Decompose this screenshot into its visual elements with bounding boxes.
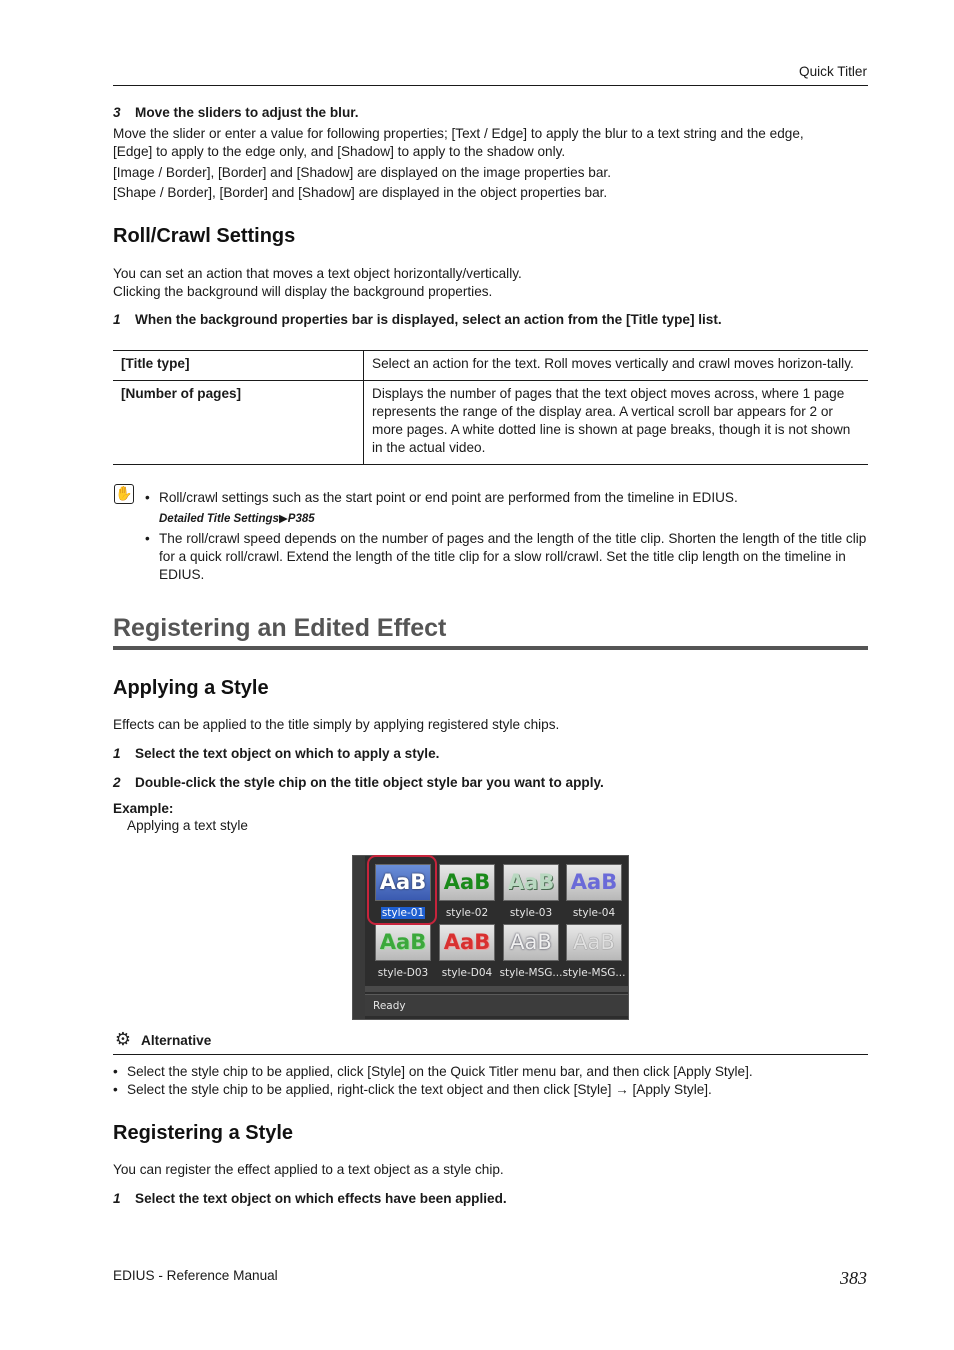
table-row <box>113 351 868 381</box>
example-text: Applying a text style <box>127 818 248 833</box>
style-chip[interactable] <box>562 924 626 986</box>
style-chip-thumbnail: AaB <box>375 864 431 901</box>
reference-page: P385 <box>287 513 315 525</box>
step-text: Select the text object on which effects have been applied. <box>135 1191 507 1206</box>
roll-intro-line: You can set an action that moves a text object horizontally/vertically. <box>113 266 522 281</box>
applying-style-intro: Effects can be applied to the title simply by applying registered style chips. <box>113 717 560 732</box>
roll-notes <box>145 489 869 584</box>
table-value: Displays the number of pages that the text object moves across, where 1 page represents the range of the display area. A vertical scroll bar appears for 2 or more pages. A white dotted line is shown at page breaks, though it is not shown in the actual video. <box>364 381 869 465</box>
registering-style-heading: Registering a Style <box>113 1122 294 1144</box>
roll-crawl-heading: Roll/Crawl Settings <box>113 225 296 247</box>
list-item <box>113 1063 873 1081</box>
step-text: Select the text object on which to apply a style. <box>135 746 440 761</box>
section-title: Registering an Edited Effect <box>113 614 447 642</box>
roll-properties-table <box>113 350 868 465</box>
step-text: Double-click the style chip on the title object style bar you want to apply. <box>135 775 604 790</box>
status-bar: Ready <box>365 994 629 1016</box>
style-chip-label: style-MSG... <box>499 967 563 979</box>
selection-highlight <box>367 855 437 925</box>
table-key: [Title type] <box>113 351 364 381</box>
note-bullet <box>145 530 869 584</box>
style-chip-label: style-D04 <box>441 967 493 979</box>
style-chip[interactable] <box>499 924 563 986</box>
style-chip-thumbnail: AaB <box>503 924 559 961</box>
style-chip[interactable] <box>439 864 495 926</box>
step-number: 2 <box>113 775 121 790</box>
style-chip[interactable] <box>503 864 559 926</box>
step-text: When the background properties bar is displayed, select an action from the [Title type] list. <box>135 312 722 327</box>
table-row <box>113 381 868 465</box>
registering-style-intro: You can register the effect applied to a text object as a style chip. <box>113 1162 504 1177</box>
header-rule <box>113 85 868 86</box>
style-chip-label: style-03 <box>509 907 553 919</box>
style-chip-thumbnail: AaB <box>566 924 622 961</box>
step-text: Move the sliders to adjust the blur. <box>135 105 359 120</box>
list-item-text: Select the style chip to be applied, click [Style] on the Quick Titler menu bar, and then click [Apply Style]. <box>127 1064 753 1079</box>
alternative-label: Alternative <box>141 1033 212 1048</box>
running-header: Quick Titler <box>799 64 867 79</box>
style-chip-thumbnail: AaB <box>566 864 622 901</box>
style-chip-label: style-D03 <box>377 967 429 979</box>
table-value: Select an action for the text. Roll moves vertically and crawl moves horizon-tally. <box>364 351 869 381</box>
footer-manual-title: EDIUS - Reference Manual <box>113 1268 278 1283</box>
step-number: 3 <box>113 105 121 120</box>
style-chip-label: style-MSG... <box>562 967 626 979</box>
gear-icon: ⚙ <box>114 1029 132 1049</box>
apply-step-1 <box>113 745 439 763</box>
style-chip[interactable] <box>375 924 431 986</box>
step-number: 1 <box>113 312 121 327</box>
arrow-right-icon: ▶ <box>278 513 288 525</box>
style-chip-label: style-02 <box>445 907 489 919</box>
roll-intro <box>113 265 522 301</box>
style-bar-side <box>353 856 365 1020</box>
blur-step <box>113 104 359 122</box>
style-chip[interactable] <box>566 864 622 926</box>
note-reference[interactable] <box>145 509 869 528</box>
alternative-list <box>113 1063 873 1099</box>
register-step-1 <box>113 1190 507 1208</box>
list-item-text: Select the style chip to be applied, right-click the text object and then click [Style] → [Apply Style]. <box>127 1082 712 1097</box>
note-text: The roll/crawl speed depends on the number of pages and the length of the title clip. Shorten the length of the title clip for a quick roll/crawl. Extend the length of the title clip for a slow roll/crawl. Set the title clip length on the timeline in EDIUS. <box>159 531 867 582</box>
reference-link[interactable]: Detailed Title Settings <box>159 513 279 525</box>
page-number: 383 <box>840 1268 867 1288</box>
blur-para-line: Move the slider or enter a value for following properties; [Text / Edge] to apply the blur to a text string and the edge, <box>113 126 804 141</box>
step-number: 1 <box>113 746 121 761</box>
note-hand-icon: ✋ <box>114 484 134 504</box>
blur-paragraph-3: [Shape / Border], [Border] and [Shadow] are displayed in the object properties bar. <box>113 185 608 200</box>
blur-paragraph-2: [Image / Border], [Border] and [Shadow] are displayed on the image properties bar. <box>113 165 611 180</box>
example-label: Example: <box>113 801 174 816</box>
style-chip-label: style-04 <box>572 907 616 919</box>
style-chip[interactable] <box>439 924 495 986</box>
note-bullet <box>145 489 869 507</box>
style-chip-thumbnail: AaB <box>503 864 559 901</box>
table-key: [Number of pages] <box>113 381 364 465</box>
style-chip-label: style-01 <box>381 907 425 919</box>
blur-para-line: [Edge] to apply to the edge only, and [Shadow] to apply to the shadow only. <box>113 144 566 159</box>
roll-step <box>113 311 722 329</box>
style-chip-thumbnail: AaB <box>439 924 495 961</box>
blur-paragraph-1 <box>113 125 873 161</box>
style-chip-thumbnail: AaB <box>375 924 431 961</box>
applying-style-heading: Applying a Style <box>113 677 269 699</box>
step-number: 1 <box>113 1191 121 1206</box>
horizontal-scrollbar[interactable] <box>365 986 629 992</box>
list-item <box>113 1081 873 1099</box>
section-title-rule <box>113 646 868 650</box>
note-text: Roll/crawl settings such as the start point or end point are performed from the timeline in EDIUS. <box>159 490 738 505</box>
roll-intro-line: Clicking the background will display the background properties. <box>113 284 493 299</box>
apply-step-2 <box>113 774 604 792</box>
style-chip-thumbnail: AaB <box>439 864 495 901</box>
alternative-rule <box>113 1054 868 1055</box>
